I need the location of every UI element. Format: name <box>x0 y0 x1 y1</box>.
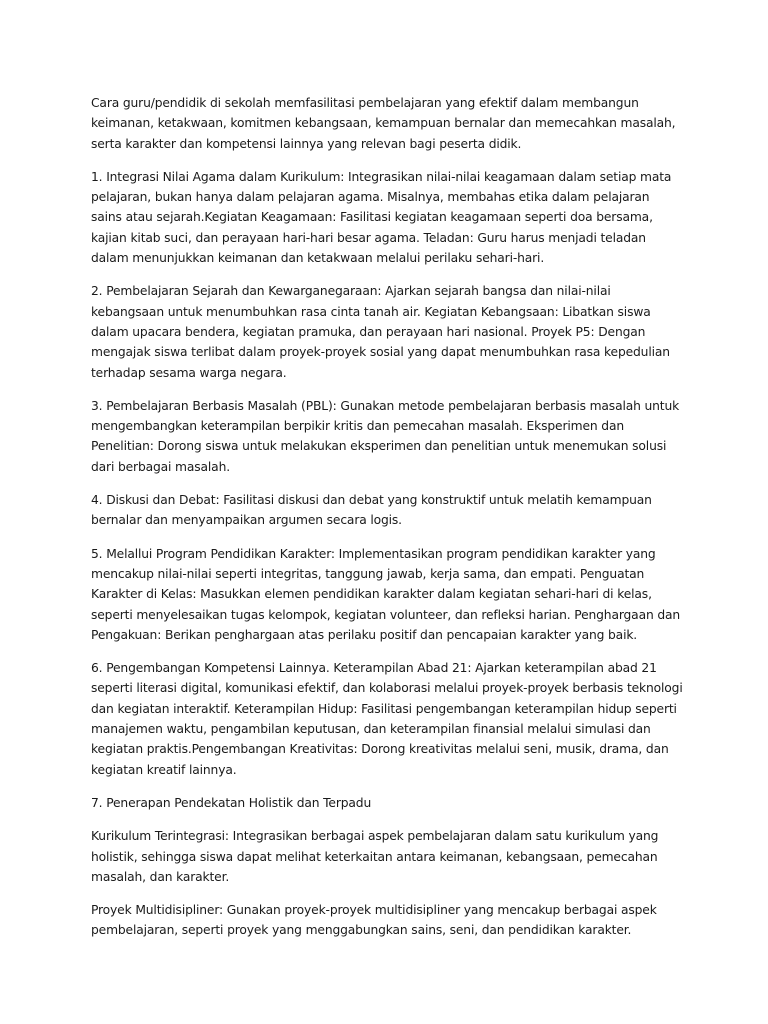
paragraph-discussion-debate: 4. Diskusi dan Debat: Fasilitasi diskusi dan debat yang konstruktif untuk melatih kemampuan bernalar dan menyampaikan argumen secara logis. <box>91 493 652 528</box>
paragraph-holistic-heading: 7. Penerapan Pendekatan Holistik dan Terpadu <box>91 795 372 810</box>
document-body <box>91 93 683 954</box>
paragraph-multidisciplinary-project: Proyek Multidisipliner: Gunakan proyek-proyek multidisipliner yang mencakup berbagai aspek pembelajaran, seperti proyek yang menggabungkan sains, seni, dan pendidikan karakter. <box>91 903 657 938</box>
paragraph-problem-based-learning: 3. Pembelajaran Berbasis Masalah (PBL): Gunakan metode pembelajaran berbasis masalah untuk mengembangkan keterampilan berpikir kritis dan pemecahan masalah. Eksperimen dan Penelitian: Dorong siswa untuk melakukan eksperimen dan penelitian untuk menemukan solusi dari berbagai masalah. <box>91 398 680 474</box>
paragraph-other-competencies: 6. Pengembangan Kompetensi Lainnya. Keterampilan Abad 21: Ajarkan keterampilan abad 21 seperti literasi digital, komunikasi efektif, dan kolaborasi melalui proyek-proyek berbasis teknologi dan kegiatan interaktif. Keterampilan Hidup: Fasilitasi pengembangan keterampilan hidup seperti manajemen waktu, pengambilan keputusan, dan keterampilan finansial melalui simulasi dan kegiatan praktis.Pengembangan Kreativitas: Dorong kreativitas melalui seni, musik, drama, dan kegiatan kreatif lainnya. <box>91 661 683 777</box>
paragraph-character-education: 5. Melallui Program Pendidikan Karakter: Implementasikan program pendidikan karakter yang mencakup nilai-nilai seperti integritas, tanggung jawab, kerja sama, dan empati. Penguatan Karakter di Kelas: Masukkan elemen pendidikan karakter dalam kegiatan sehari-hari di kelas, seperti menyelesaikan tugas kelompok, kegiatan volunteer, dan refleksi harian. Penghargaan dan Pengakuan: Berikan penghargaan atas perilaku positif dan pencapaian karakter yang baik. <box>91 546 681 642</box>
paragraph-religious-integration: 1. Integrasi Nilai Agama dalam Kurikulum: Integrasikan nilai-nilai keagamaan dalam setiap mata pelajaran, bukan hanya dalam pelajaran agama. Misalnya, membahas etika dalam pelajaran sains atau sejarah.Kegiatan Keagamaan: Fasilitasi kegiatan keagamaan seperti doa bersama, kajian kitab suci, dan perayaan hari-hari besar agama. Teladan: Guru harus menjadi teladan dalam menunjukkan keimanan dan ketakwaan melalui perilaku sehari-hari. <box>91 169 672 266</box>
paragraph-integrated-curriculum: Kurikulum Terintegrasi: Integrasikan berbagai aspek pembelajaran dalam satu kurikulum yang holistik, sehingga siswa dapat melihat keterkaitan antara keimanan, kebangsaan, pemecahan masalah, dan karakter. <box>91 829 659 884</box>
paragraph-history-citizenship: 2. Pembelajaran Sejarah dan Kewarganegaraan: Ajarkan sejarah bangsa dan nilai-nilai kebangsaan untuk menumbuhkan rasa cinta tanah air. Kegiatan Kebangsaan: Libatkan siswa dalam upacara bendera, kegiatan pramuka, dan perayaan hari nasional. Proyek P5: Dengan mengajak siswa terlibat dalam proyek-proyek sosial yang dapat menumbuhkan rasa kepedulian terhadap sesama warga negara. <box>91 284 670 380</box>
intro-paragraph: Cara guru/pendidik di sekolah memfasilitasi pembelajaran yang efektif dalam membangun keimanan, ketakwaan, komitmen kebangsaan, kemampuan bernalar dan memecahkan masalah, serta karakter dan kompetensi lainnya yang relevan bagi peserta didik. <box>91 96 676 151</box>
